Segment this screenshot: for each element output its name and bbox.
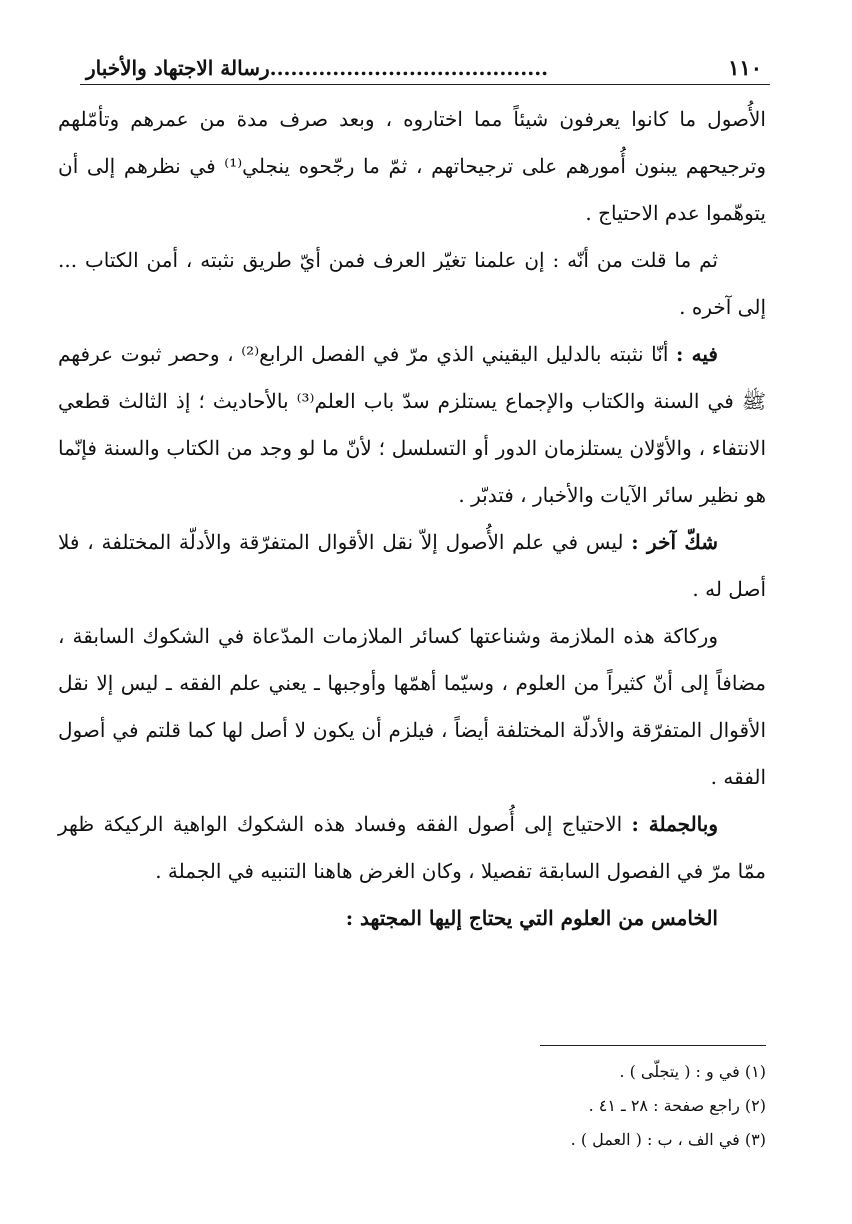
paragraph-3-text: أنّا نثبته بالدليل اليقيني الذي مرّ في الفصل الرابع⁽²⁾ ، وحصر ثبوت عرفهم ﷺ في السنة والكتاب والإجماع يستلزم سدّ باب العلم⁽³⁾ بالأحاديث ؛ إذ الثالث قطعي الانتفاء ، والأوّلان يستلزمان الدور أو التسلسل ؛ لأنّ ما لو وجد من الكتاب والسنة فإنّما هو نظير سائر الآيات والأخبار ، فتدبّر . [58, 342, 766, 507]
paragraph-3-lead: فيه : [676, 342, 718, 366]
footnote-rule [540, 1045, 766, 1046]
footnote-2: (٢) راجع صفحة : ٢٨ ـ ٤١ . [588, 1096, 766, 1115]
paragraph-6 [58, 801, 766, 895]
paragraph-6-lead: وبالجملة : [631, 812, 718, 836]
paragraph-3 [58, 331, 766, 519]
paragraph-4-text: ليس في علم الأُصول إلاّ نقل الأقوال المتفرّقة والأدلّة المختلفة ، فلا أصل له . [58, 530, 766, 601]
header-rule [80, 84, 770, 85]
paragraph-6-text: الاحتياج إلى أُصول الفقه وفساد هذه الشكوك الواهية الركيكة ظهر ممّا مرّ في الفصول السابقة تفصيلا ، وكان الغرض هاهنا التنبيه في الجملة . [58, 812, 766, 883]
paragraph-1-text: الأُصول ما كانوا يعرفون شيئاً مما اختاروه ، وبعد صرف مدة من عمرهم وتأمّلهم وترجيحهم يبنون أُمورهم على ترجيحاتهم ، ثمّ ما رجّحوه ينجلي⁽¹⁾ في نظرهم إلى أن يتوهّموا عدم الاحتياج . [58, 107, 766, 225]
running-title: ........................................رسالة الاجتهاد والأخبار [86, 56, 549, 80]
main-text [58, 96, 766, 942]
footnote-3: (٣) في الف ، ب : ( العمل ) . [570, 1130, 766, 1149]
paragraph-4-lead: شكّ آخر : [631, 530, 719, 554]
paragraph-4 [58, 519, 766, 613]
page-header [86, 36, 762, 80]
footnote-1: (١) في و : ( يتجلّى ) . [619, 1062, 766, 1081]
page-number: ١١٠ [728, 55, 762, 80]
section-heading [58, 895, 766, 942]
footnotes [400, 1055, 766, 1157]
paragraph-2 [58, 237, 766, 331]
paragraph-1 [58, 96, 766, 237]
paragraph-5-text: وركاكة هذه الملازمة وشناعتها كسائر الملازمات المدّعاة في الشكوك السابقة ، مضافاً إلى أنّ كثيراً من العلوم ، وسيّما أهمّها وأوجبها ـ يعني علم الفقه ـ ليس إلا نقل الأقوال المتفرّقة والأدلّة المختلفة أيضاً ، فيلزم أن يكون لا أصل لها كما قلتم في أصول الفقه . [58, 624, 767, 789]
paragraph-2-text: ثم ما قلت من أنّه : إن علمنا تغيّر العرف فمن أيّ طريق نثبته ، أمن الكتاب ... إلى آخره . [58, 248, 766, 319]
paragraph-5 [58, 613, 766, 801]
section-heading-text: الخامس من العلوم التي يحتاج إليها المجتهد : [345, 906, 718, 930]
